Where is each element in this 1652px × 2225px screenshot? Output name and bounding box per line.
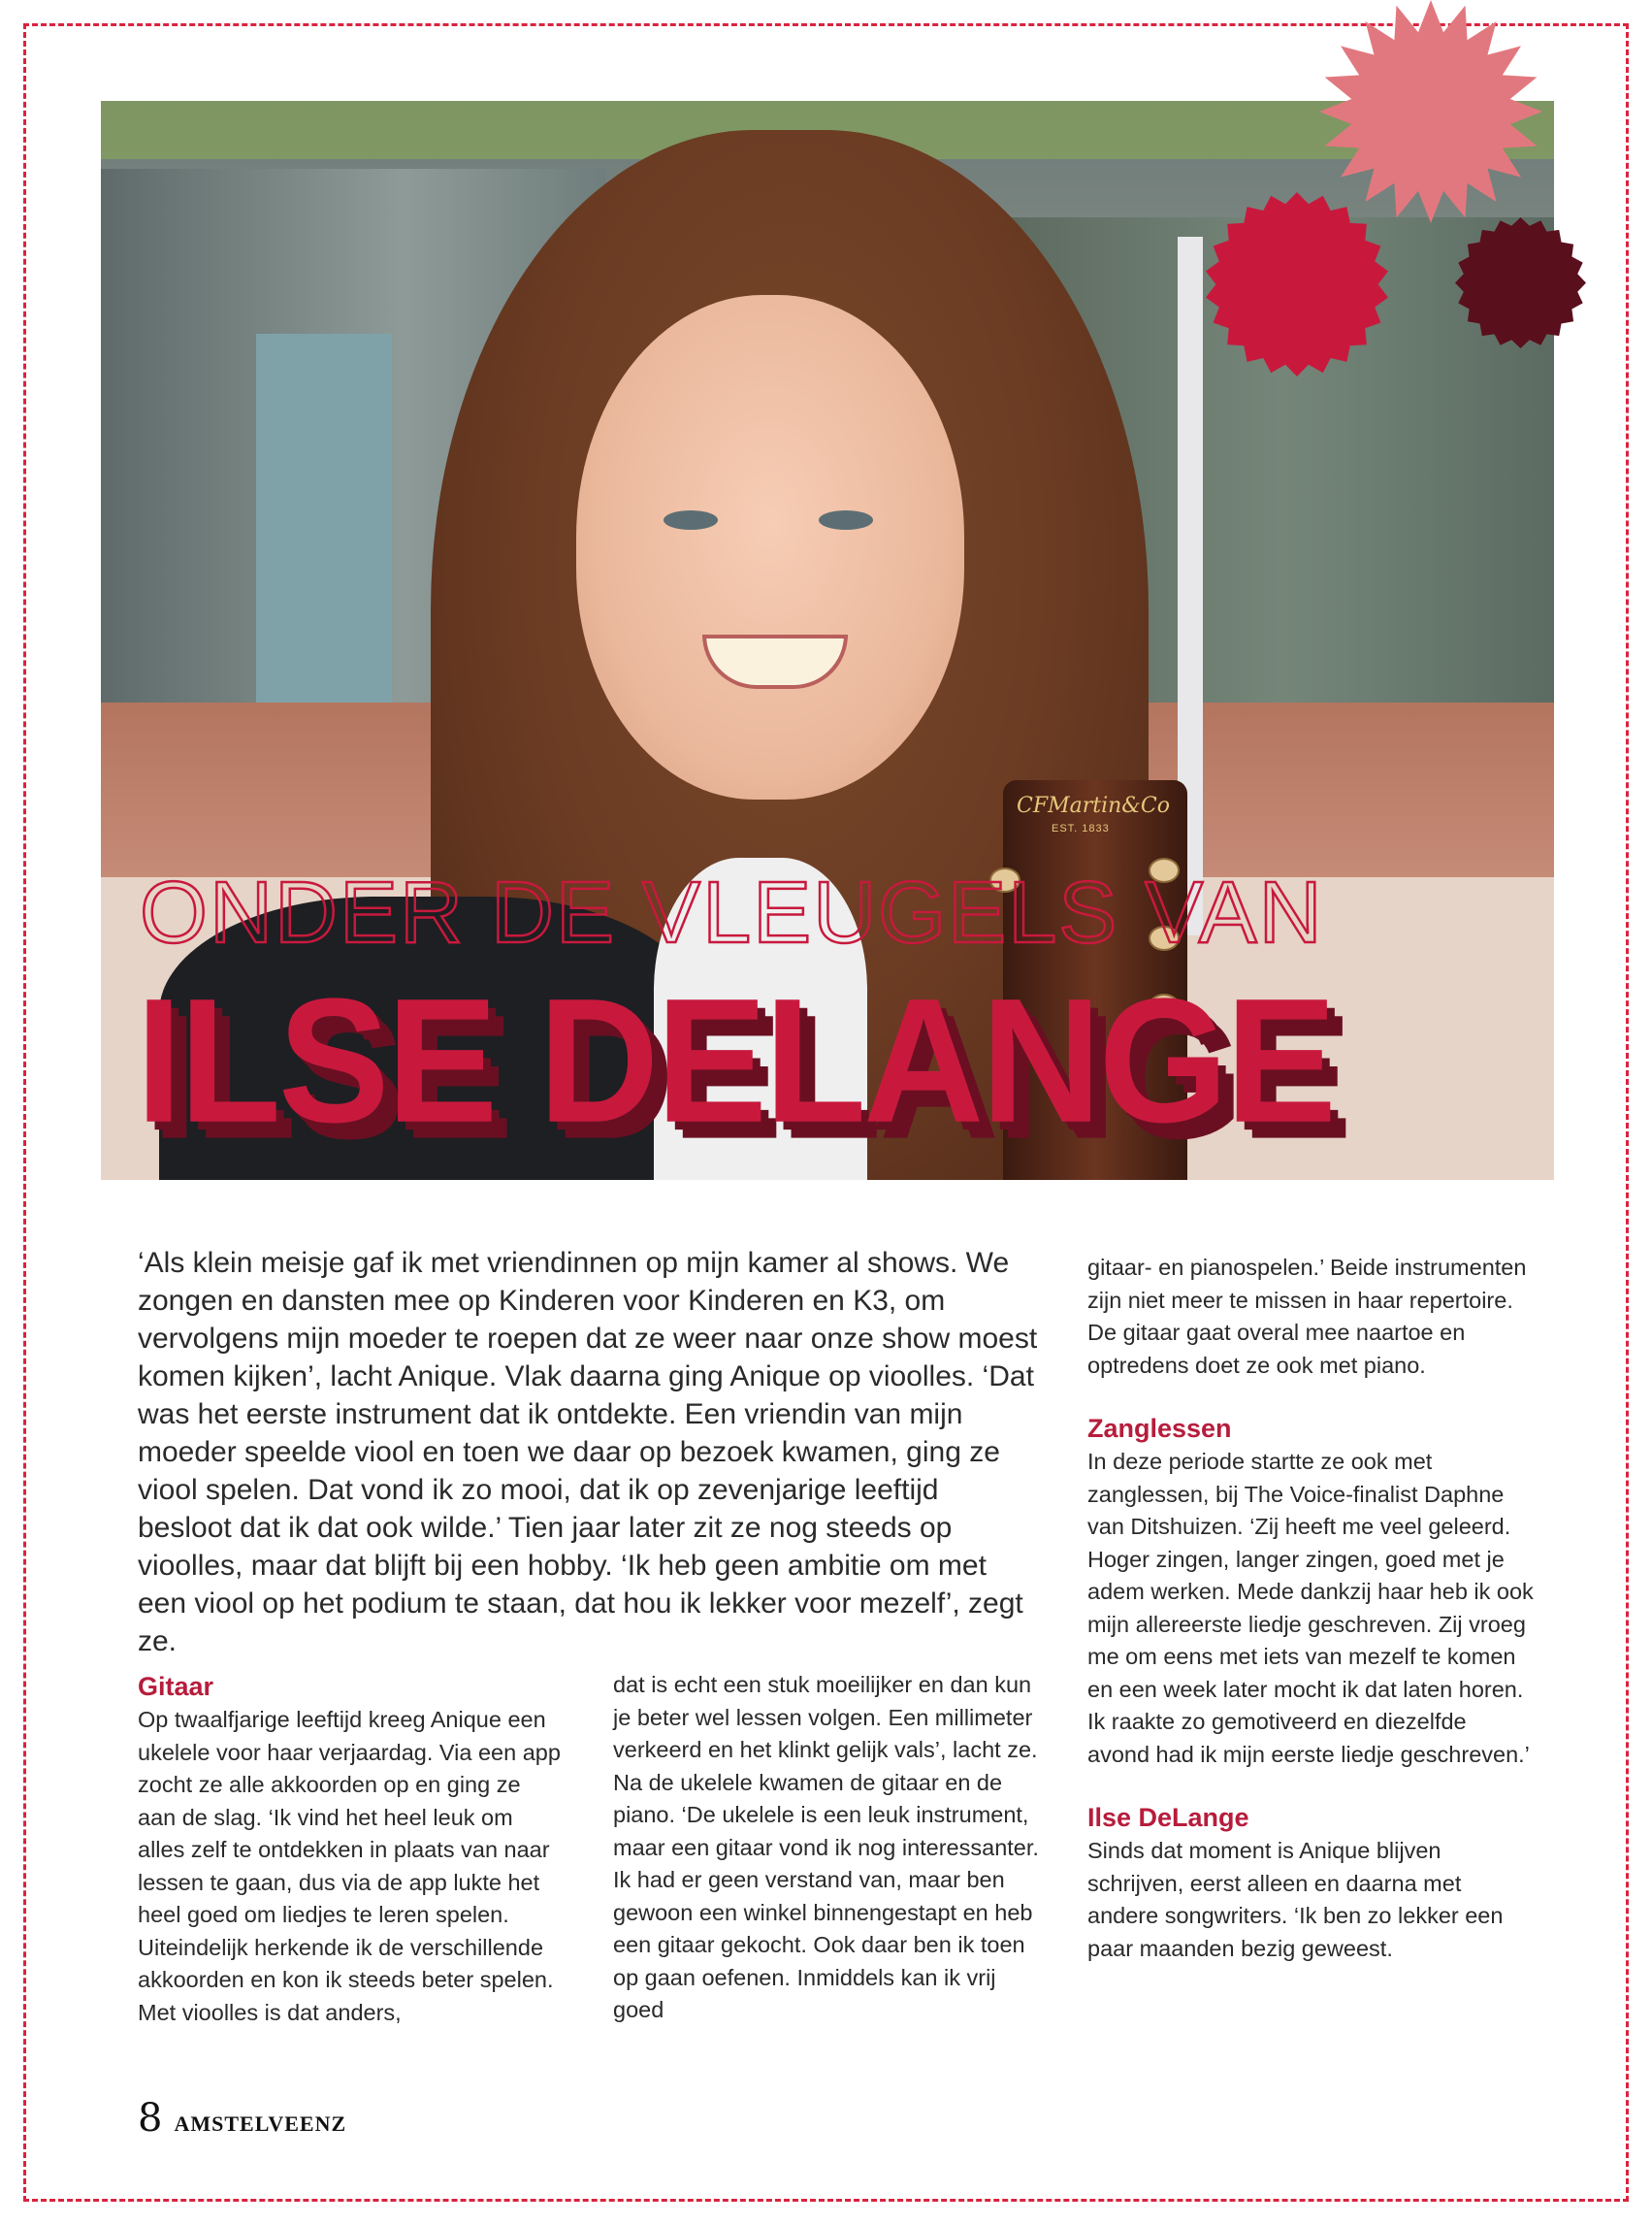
pink-starburst-shape: [1319, 0, 1542, 223]
guitar-est-label: EST. 1833: [1052, 823, 1110, 834]
section-heading-zanglessen: Zanglessen: [1087, 1414, 1232, 1443]
photo-face: [576, 295, 964, 800]
guitar-brand-logo: CFMartin&Co: [1017, 794, 1170, 818]
maroon-starburst-icon: [1455, 217, 1586, 348]
column-2-text: dat is echt een stuk moeilijker en dan kun je beter wel lessen volgen. Een millimeter verkeerd en het klinkt gelijk vals’, lacht ze. Na de ukelele kwamen de gitaar en de piano. ‘De ukelele is een leuk instrument, maar een gitaar vond ik nog interessanter. Ik had er geen verstand van, maar ben gewoon een winkel binnengestapt en heb een gitaar gekocht. Ook daar ben ik toen op gaan oefenen. Inmiddels kan ik vrij goed: [613, 1672, 1039, 2022]
column-3: [1087, 1252, 1534, 1965]
page-footer: [138, 2096, 346, 2144]
page-number: 8: [138, 2096, 163, 2141]
photo-eye-right: [819, 510, 873, 530]
column-1-text: Op twaalfjarige leeftijd kreeg Anique een ukelele voor haar verjaardag. Via een app zocht ze alle akkoorden op en ging ze aan de slag. ‘Ik vind het heel leuk om alles zelf te ontdekken in plaats van naar lessen te gaan, dus via de app lukte het heel goed om liedjes te leren spelen. Uiteindelijk herkende ik de verschillende akkoorden en kon ik steeds beter spelen. Met vioolles is dat anders,: [138, 1707, 561, 2025]
section-heading-gitaar: Gitaar: [138, 1672, 214, 1701]
magazine-name: AMSTELVEENZ: [174, 2111, 347, 2136]
column-3-text-3: Sinds dat moment is Anique blijven schrijven, eerst alleen en daarna met andere songwriters. ‘Ik ben zo lekker een paar maanden bezig geweest.: [1087, 1838, 1504, 1961]
photo-shop-window: [256, 334, 392, 703]
headline-line2: ILSE DELANGE: [136, 962, 1335, 1160]
column-1: [138, 1669, 565, 2029]
headline-line1: ONDER DE VLEUGELS VAN: [140, 865, 1324, 962]
column-3-text-1: gitaar- en pianospelen.’ Beide instrumenten zijn niet meer te missen in haar repertoire. De gitaar gaat overal mee naartoe en optredens doet ze ook met piano.: [1087, 1255, 1527, 1378]
column-2: [613, 1669, 1050, 2027]
column-3-text-2: In deze periode startte ze ook met zanglessen, bij The Voice-finalist Daphne van Ditshuizen. ‘Zij heeft me veel geleerd. Hoger zingen, langer zingen, goed met je adem werken. Mede dankzij haar heb ik ook mijn allereerste liedje geschreven. Zij vroeg me om eens met iets van mezelf te komen en een week later mocht ik dat laten horen. Ik raakte zo gemotiveerd en diezelfde avond had ik mijn eerste liedje geschreven.’: [1087, 1449, 1534, 1767]
intro-paragraph: ‘Als klein meisje gaf ik met vriendinnen op mijn kamer al shows. We zongen en dansten mee op Kinderen voor Kinderen en K3, om vervolgens mijn moeder te roepen dat ze weer naar onze show moest komen kijken’, lacht Anique. Vlak daarna ging Anique op vioolles. ‘Dat was het eerste instrument dat ik ontdekte. Een vriendin van mijn moeder speelde viool en toen we daar op bezoek kwamen, ging ze viool spelen. Dat vond ik zo mooi, dat ik op zevenjarige leeftijd besloot dat ik dat ook wilde.’ Tien jaar later zit ze nog steeds op vioolles, maar dat blijft bij een hobby. ‘Ik heb geen ambitie om met een viool op het podium te staan, dat hou ik lekker voor mezelf’, zegt ze.: [138, 1247, 1038, 1657]
red-starburst-icon: [1205, 192, 1389, 376]
pink-starburst-icon: [1319, 0, 1542, 223]
maroon-starburst-shape: [1455, 217, 1586, 348]
photo-smile: [702, 635, 848, 689]
section-heading-ilse-delange: Ilse DeLange: [1087, 1803, 1249, 1832]
red-starburst-shape: [1206, 192, 1388, 376]
photo-eye-left: [664, 510, 718, 530]
